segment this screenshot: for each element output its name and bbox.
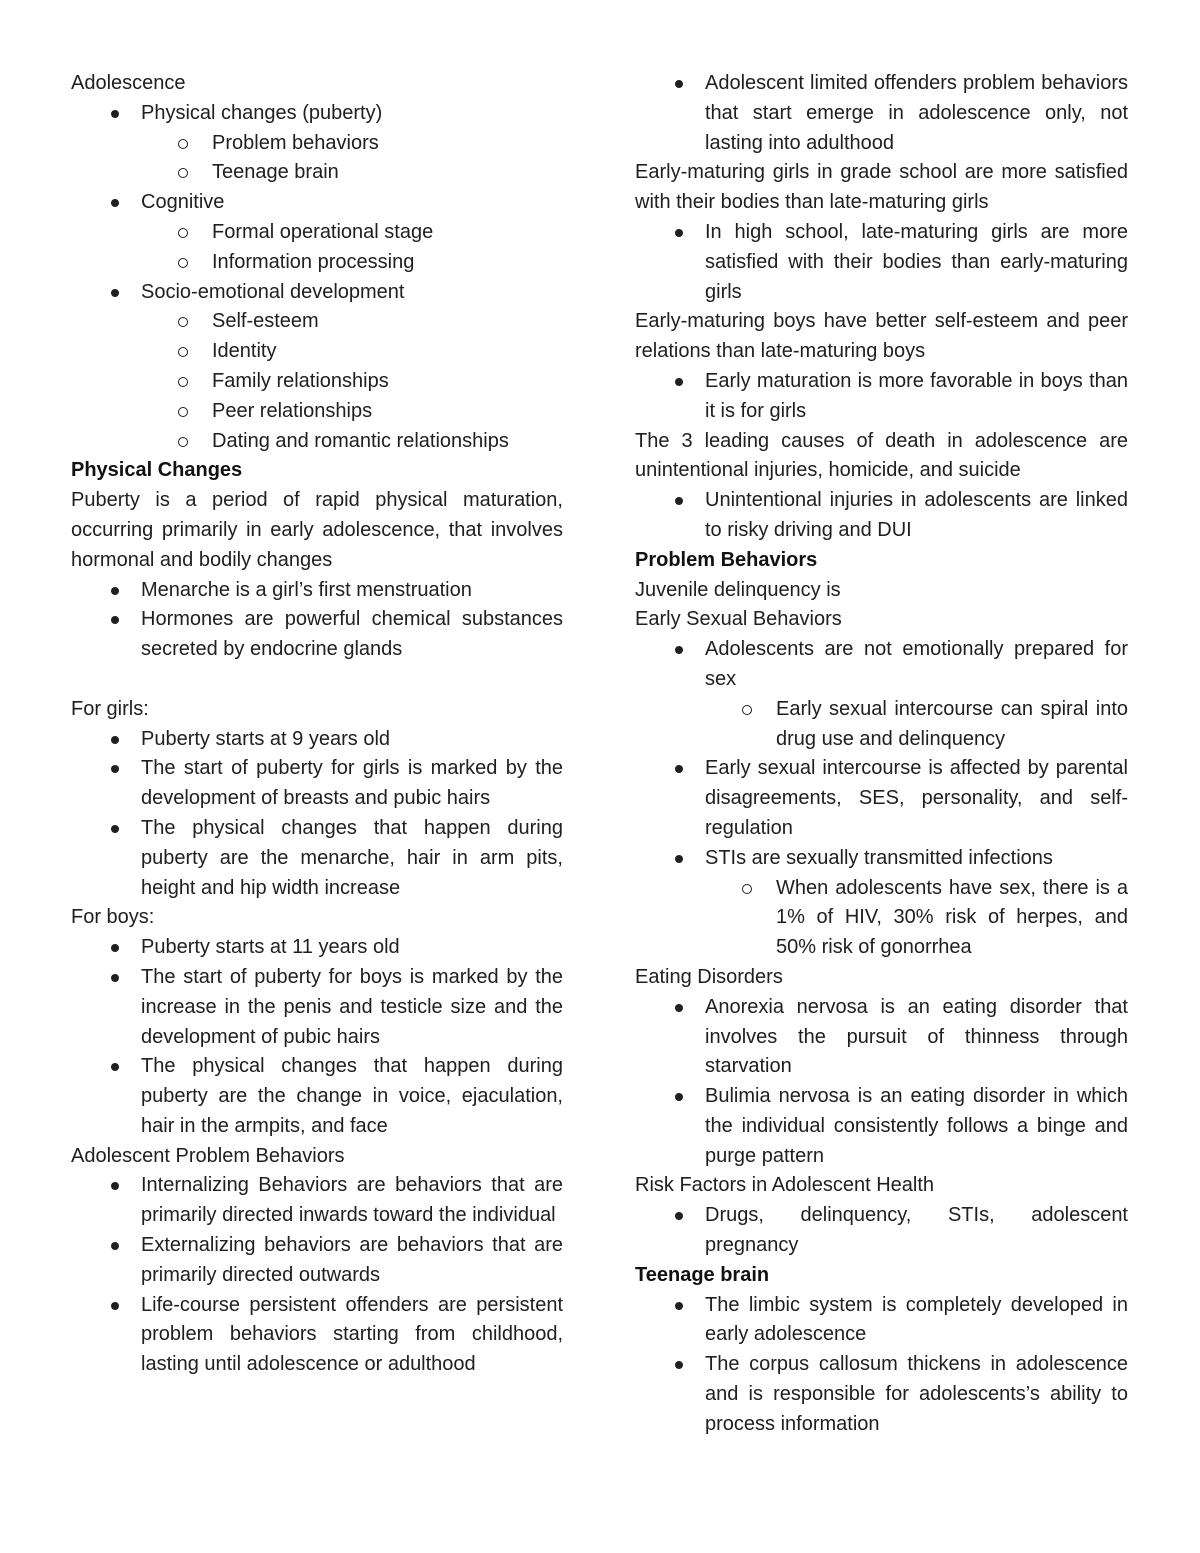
subsection-label: Early Sexual Behaviors — [635, 608, 842, 631]
bullet-item: Hormones are powerful chemical substances secreted by endocrine glands — [71, 605, 563, 665]
subsection-label: For boys: — [71, 906, 155, 929]
bullet-item: Externalizing behaviors are behaviors that are primarily directed outwards — [71, 1231, 563, 1291]
outline-item: Physical changes (puberty) — [71, 99, 563, 129]
bullet-item: Puberty starts at 11 years old — [71, 933, 563, 963]
paragraph: Early-maturing girls in grade school are more satisfied with their bodies than late-maturing girls — [635, 161, 1128, 214]
bullet-item: The start of puberty for girls is marked by the development of breasts and pubic hairs — [71, 754, 563, 814]
bullet-item: Early maturation is more favorable in boys than it is for girls — [635, 367, 1128, 427]
outline-subitem: Information processing — [71, 248, 563, 278]
outline-title: Adolescence — [71, 72, 186, 94]
bullet-item: The limbic system is completely developed in early adolescence — [635, 1291, 1128, 1351]
bullet-item: The corpus callosum thickens in adolescence and is responsible for adolescents’s ability to process information — [635, 1350, 1128, 1439]
bullet-item: Adolescents are not emotionally prepared for sex — [635, 635, 1128, 695]
outline-subitem: Teenage brain — [71, 158, 563, 188]
bullet-item: The start of puberty for boys is marked by the increase in the penis and testicle size and the development of pubic hairs — [71, 963, 563, 1052]
outline-subitem: Self-esteem — [71, 307, 563, 337]
bullet-item: Adolescent limited offenders problem behaviors that start emerge in adolescence only, not lasting into adulthood — [635, 69, 1128, 158]
bullet-item: The physical changes that happen during puberty are the change in voice, ejaculation, hair in the armpits, and face — [71, 1052, 563, 1141]
subsection-label: For girls: — [71, 697, 149, 720]
bullet-item: Menarche is a girl’s first menstruation — [71, 576, 563, 606]
section-heading: Problem Behaviors — [635, 548, 818, 571]
outline-item: Cognitive — [71, 188, 563, 218]
bullet-item: Anorexia nervosa is an eating disorder that involves the pursuit of thinness through starvation — [635, 993, 1128, 1082]
bullet-item: Life-course persistent offenders are persistent problem behaviors starting from childhood, lasting until adolescence or adulthood — [71, 1291, 563, 1380]
outline-subitem: Problem behaviors — [71, 129, 563, 159]
section-heading: Teenage brain — [635, 1263, 770, 1286]
subsection-label: Adolescent Problem Behaviors — [71, 1144, 345, 1167]
paragraph: Puberty is a period of rapid physical maturation, occurring primarily in early adolescence, that involves hormonal and bodily changes — [71, 489, 563, 571]
bullet-item: Puberty starts at 9 years old — [71, 725, 563, 755]
outline-subitem: Identity — [71, 337, 563, 367]
paragraph: Juvenile delinquency is — [635, 578, 841, 601]
right-column — [635, 69, 1128, 1440]
bullet-item: The physical changes that happen during puberty are the menarche, hair in arm pits, height and hip width increase — [71, 814, 563, 903]
bullet-item: Internalizing Behaviors are behaviors that are primarily directed inwards toward the individual — [71, 1171, 563, 1231]
bullet-item: Bulimia nervosa is an eating disorder in which the individual consistently follows a binge and purge pattern — [635, 1082, 1128, 1171]
paragraph: The 3 leading causes of death in adolescence are unintentional injuries, homicide, and suicide — [635, 429, 1128, 482]
bullet-item: Drugs, delinquency, STIs, adolescent pregnancy — [635, 1201, 1128, 1261]
outline-item: Socio-emotional development — [71, 278, 563, 308]
subsection-label: Eating Disorders — [635, 965, 783, 988]
bullet-item: Early sexual intercourse is affected by parental disagreements, SES, personality, and self-regulation — [635, 754, 1128, 843]
outline-subitem: Dating and romantic relationships — [71, 427, 563, 457]
bullet-item: STIs are sexually transmitted infections — [635, 844, 1128, 874]
sub-bullet-item: Early sexual intercourse can spiral into drug use and delinquency — [635, 695, 1128, 755]
outline-subitem: Peer relationships — [71, 397, 563, 427]
outline-subitem: Family relationships — [71, 367, 563, 397]
section-heading: Physical Changes — [71, 459, 243, 482]
sub-bullet-item: When adolescents have sex, there is a 1% of HIV, 30% risk of herpes, and 50% risk of gonorrhea — [635, 874, 1128, 963]
paragraph: Early-maturing boys have better self-esteem and peer relations than late-maturing boys — [635, 310, 1128, 363]
bullet-item: Unintentional injuries in adolescents are linked to risky driving and DUI — [635, 486, 1128, 546]
left-column — [71, 69, 563, 1380]
subsection-label: Risk Factors in Adolescent Health — [635, 1174, 935, 1197]
bullet-item: In high school, late-maturing girls are more satisfied with their bodies than early-maturing girls — [635, 218, 1128, 307]
outline-subitem: Formal operational stage — [71, 218, 563, 248]
blank-line — [71, 665, 563, 695]
